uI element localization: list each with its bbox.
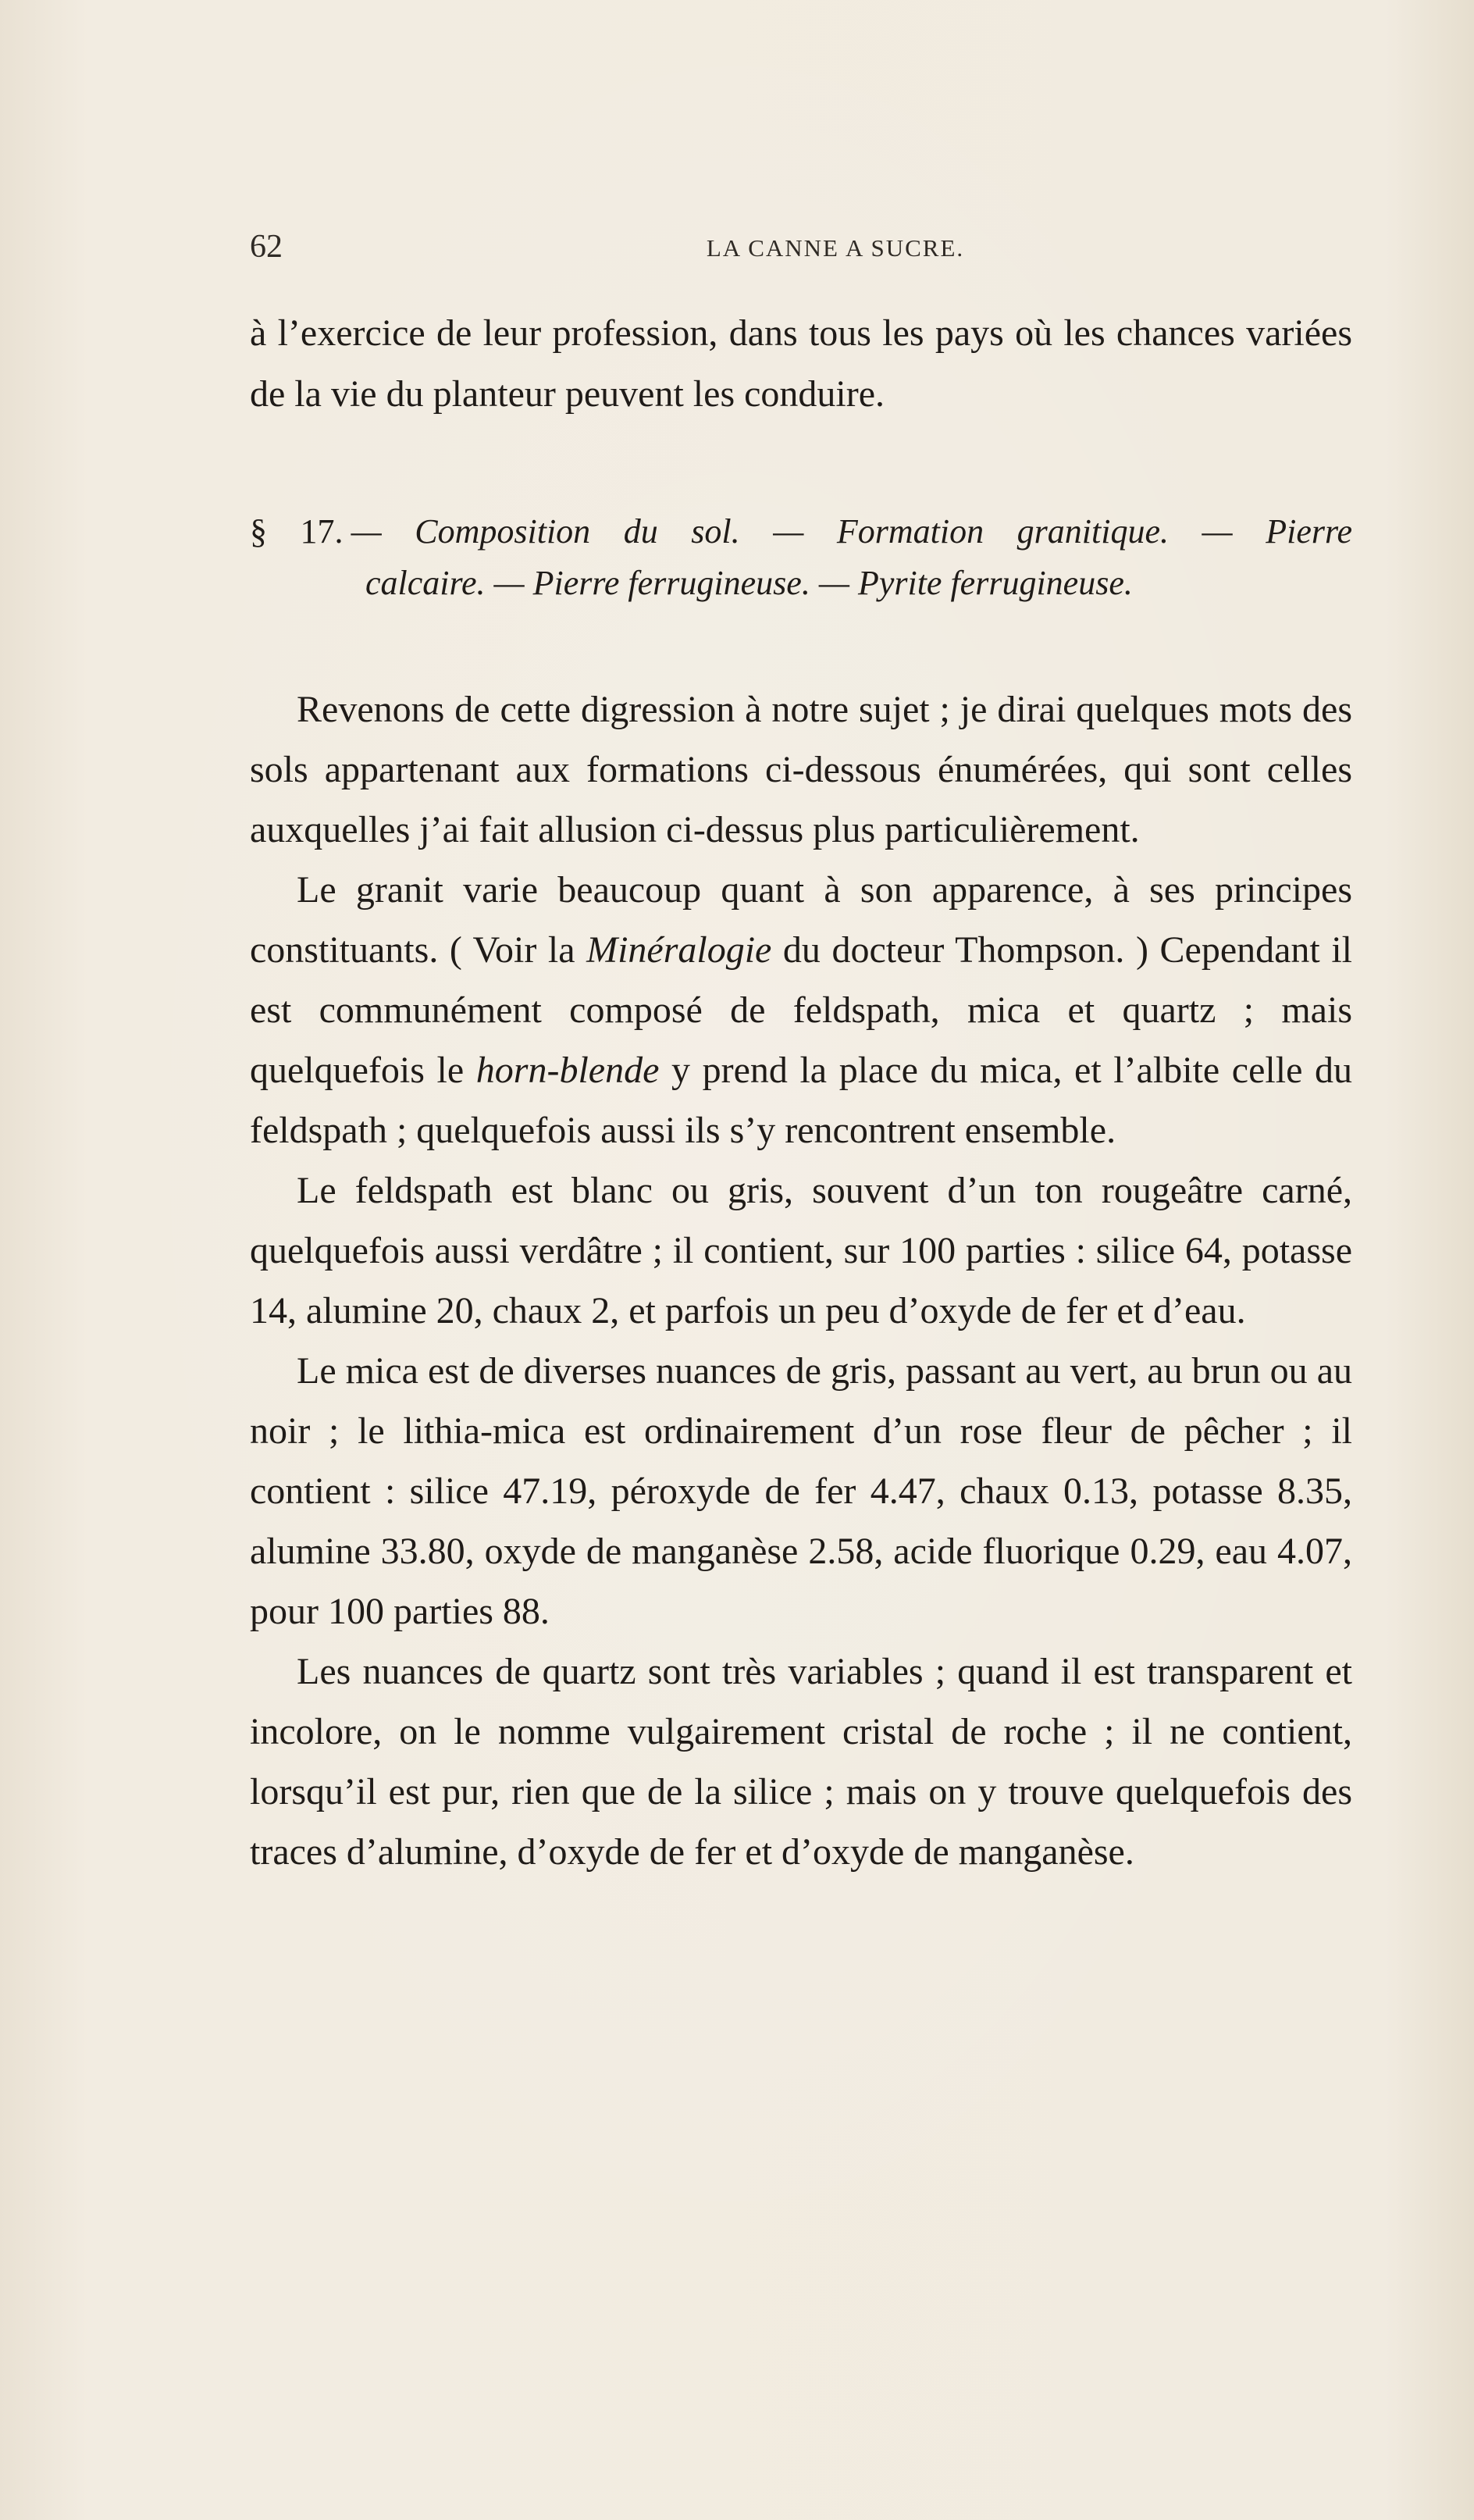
- section-title-line-1: — Composition du sol. — Formation granitique. — Pierre: [351, 512, 1352, 551]
- paragraph-mica: Le mica est de diverses nuances de gris, passant au vert, au brun ou au noir ; le lithia-mica est ordinairement d’un rose fleur de pêcher ; il contient : silice 47.19, péroxyde de fer 4.47, chaux 0.13, potasse 8.35, alumine 33.80, oxyde de manganèse 2.58, acide fluorique 0.29, eau 4.07, pour 100 parties 88.: [250, 1350, 1352, 1632]
- paragraph-digression: Revenons de cette digression à notre sujet ; je dirai quelques mots des sols appartenant aux formations ci-dessous énumérées, qui sont celles auxquelles j’ai fait allusion ci-dessus plus particulièrement.: [250, 689, 1352, 850]
- italic-mineralogie: Minéralogie: [586, 929, 772, 971]
- paragraph-feldspath: Le feldspath est blanc ou gris, souvent d’un ton rougeâtre carné, quelquefois aussi verdâtre ; il contient, sur 100 parties : silice 64, potasse 14, alumine 20, chaux 2, et parfois un peu d’oxyde de fer et d’eau.: [250, 1170, 1352, 1331]
- running-head: [250, 228, 1352, 275]
- italic-horn-blende: horn-blende: [475, 1050, 660, 1091]
- paragraph-quartz: Les nuances de quartz sont très variables ; quand il est transparent et incolore, on le nomme vulgairement cristal de roche ; il ne contient, lorsqu’il est pur, rien que de la silice ; mais on y trouve quelquefois des traces d’alumine, d’oxyde de fer et d’oxyde de manganèse.: [250, 1651, 1352, 1873]
- section-title-line-2: calcaire. — Pierre ferrugineuse. — Pyrite ferrugineuse.: [365, 564, 1133, 602]
- page-number: 62: [250, 229, 283, 265]
- section-mark: § 17.: [250, 512, 344, 551]
- running-title: LA CANNE A SUCRE.: [706, 234, 965, 262]
- body-text: [250, 679, 1352, 1882]
- paragraph-granit-part-1: Le granit varie beaucoup quant à son apparence, à ses principes constituants. ( Voir la: [250, 869, 1352, 971]
- paragraph-granit-part-3: y prend la place du mica, et l’albite celle du feldspath ; quelquefois aussi ils s’y rencontrent ensemble.: [250, 1050, 1352, 1151]
- intro-paragraph: à l’exercice de leur profession, dans tous les pays où les chances variées de la vie du planteur peuvent les conduire.: [250, 312, 1352, 415]
- paragraph-granit-part-2: du docteur Thompson. ) Cependant il est communément composé de feldspath, mica et quartz ; mais quelquefois le: [250, 929, 1352, 1091]
- section-heading-line-1: [250, 506, 1352, 558]
- section-heading: [250, 506, 1352, 609]
- paragraph-granit: [250, 860, 1352, 1160]
